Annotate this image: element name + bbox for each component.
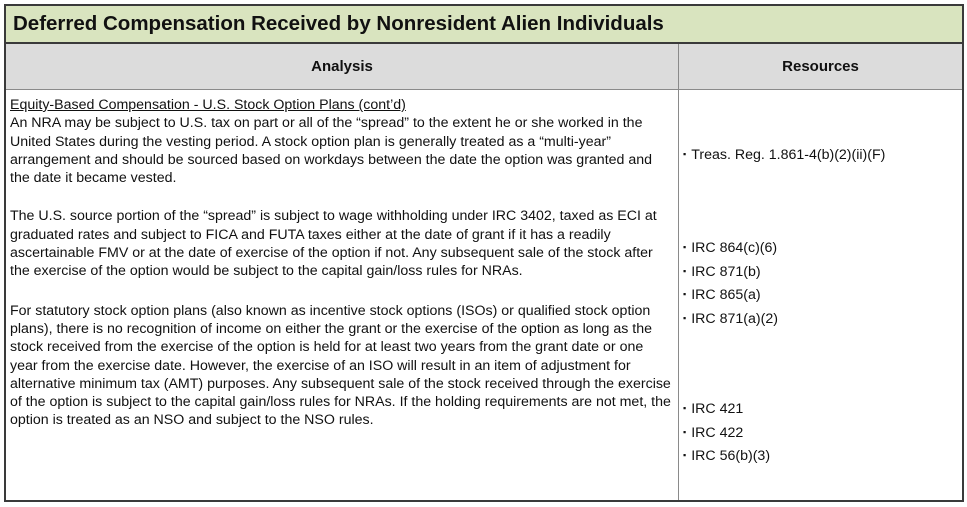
page-title: Deferred Compensation Received by Nonresident Alien Individuals xyxy=(6,6,962,44)
resources-list-1 xyxy=(683,144,953,168)
resources-column-header: Resources xyxy=(782,58,859,75)
resource-item: ▪ IRC 865(a) xyxy=(683,284,953,308)
resource-item: ▪ IRC 56(b)(3) xyxy=(683,445,953,469)
resource-item: ▪ Treas. Reg. 1.861-4(b)(2)(ii)(F) xyxy=(683,144,953,168)
column-divider xyxy=(678,44,679,500)
section-subheading: Equity-Based Compensation - U.S. Stock Option Plans (cont’d) xyxy=(10,97,406,113)
table-header-row xyxy=(6,44,962,90)
resources-list-3 xyxy=(683,398,953,469)
resource-item: ▪ IRC 871(a)(2) xyxy=(683,308,953,332)
analysis-paragraph-2: The U.S. source portion of the “spread” is subject to wage withholding under IRC 3402, taxed as ECI at graduated rates and subject to FICA and FUTA taxes either at the date of grant if it has a readily ascertainable FMV or at the date of exercise of the option if not. Any subsequent sale of the stock after the exercise of the option would be subject to the capital gain/loss rules for NRAs. xyxy=(10,208,657,280)
analysis-column-header: Analysis xyxy=(311,58,373,75)
resource-item: ▪ IRC 422 xyxy=(683,422,953,446)
resources-list-2 xyxy=(683,237,953,331)
analysis-paragraph-1: An NRA may be subject to U.S. tax on part or all of the “spread” to the extent he or she worked in the United States during the vesting period. A stock option plan is generally treated as a “multi-year” arrangement and should be sourced based on workdays between the date the option was granted and the date it became vested. xyxy=(10,115,653,187)
analysis-column xyxy=(10,96,674,430)
resource-item: ▪ IRC 871(b) xyxy=(683,261,953,285)
content-frame xyxy=(4,4,964,502)
analysis-paragraph-3: For statutory stock option plans (also known as incentive stock options (ISOs) or qualified stock option plans), there is no recognition of income on either the grant or the exercise of the option as long as the stock received from the exercise of the option is held for at least two years from the grant date or one year from the exercise date. However, the exercise of an ISO will result in an item of adjustment for alternative minimum tax (AMT) purposes. Any subsequent sale of the stock received through the exercise of the option is subject to the capital gain/loss rules for NRAs. If the holding requirements are not met, the option is treated as an NSO and subject to the NSO rules. xyxy=(10,302,671,429)
resource-item: ▪ IRC 864(c)(6) xyxy=(683,237,953,261)
resource-item: ▪ IRC 421 xyxy=(683,398,953,422)
